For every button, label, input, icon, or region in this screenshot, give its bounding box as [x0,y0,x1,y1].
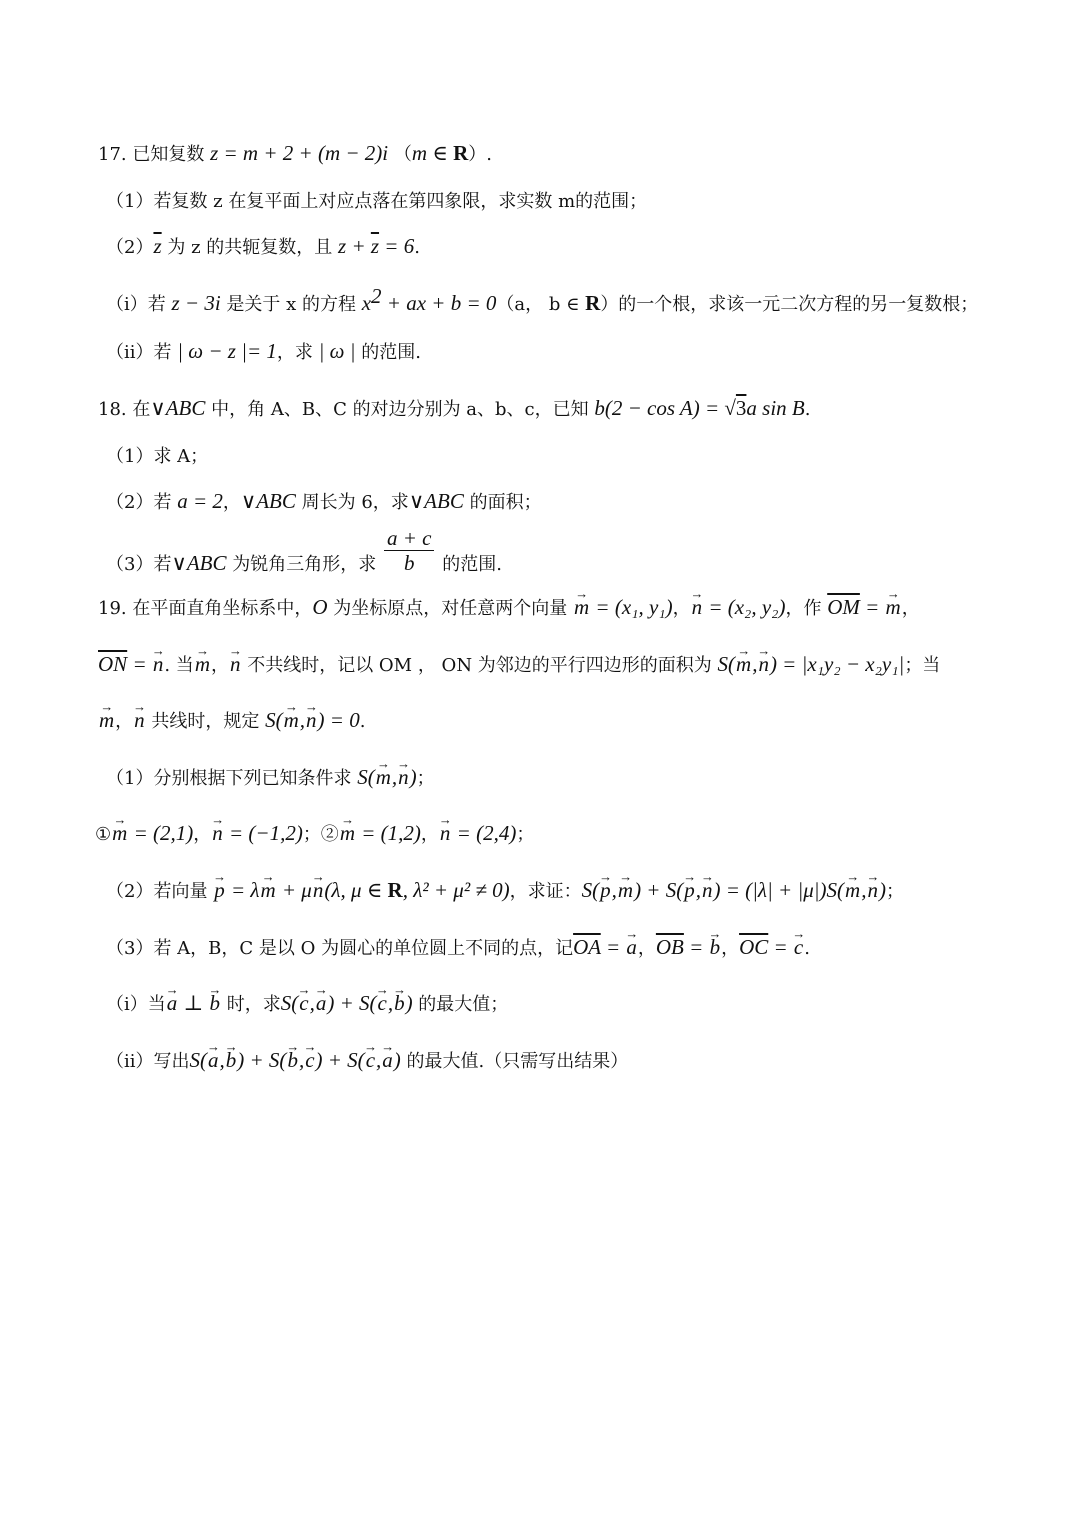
problem-18-q1: （1）求 A； [106,446,209,467]
problem-19-q1: （1）分别根据下列已知条件求 S(→ m,→ n)； [106,767,435,788]
problem-19-q3: （3）若 A，B，C 是以 O 为圆心的单位圆上不同的点，记$\overline{OA}$ = → a，$\overline{OB}$ = → b，$\overline{OC}$ = → c. [106,937,810,958]
problem-18-q2: （2）若 a = 2，∨ABC 周长为 6，求∨ABC 的面积； [106,489,542,513]
problem-17-qii: （ii）若 | ω − z |= 1，求 | ω | 的范围. [106,339,421,363]
problem-19-line-2: $\overline{ON}$ = → n. 当→ m，→ n 不共线时，记以 OM ， ON 为邻边的平行四边形的面积为 S(→ m,→ n) = |x₁y₂ − x₂y₁|；当 [98,654,940,675]
problem-19-qii: （ii）写出S(→ a,→ b) + S(→ b,→ c) + S(→ c,→ a) 的最大值.（只需写出结果） [106,1050,628,1071]
problem-17-stem: 17. 已知复数 z = m + 2 + (m − 2)i （m ∈ R）. [98,141,492,165]
problem-19-q1-conditions: ①→ m = (2,1)，→ n = (−1,2)；②→ m = (1,2)，→ n = (2,4)； [95,823,534,844]
problem-17-q2: $(2)\overline{z}$ 为 z 的共轭复数，且 $z + \overline{z} = 6$. [106,234,420,258]
problem-17-q1: （1）若复数 z 在复平面上对应点落在第四象限，求实数 m的范围； [106,191,648,212]
problem-19-q2: （2）若向量 → p = λ→ m + μ→ n(λ, μ ∈ R, λ² + μ² ≠ 0)，求证：S(→ p,→ m) + S(→ p,→ n) = (|λ| + |μ|)S(→ m,→ n)； [106,880,904,901]
problem-18-q3: （3）若∨ABC 为锐角三角形，求 $\frac{a + c}{b}$ 的范围. [106,526,502,576]
problem-17-qi: （i）若 z − 3i 是关于 x 的方程 $x^2$ + ax + b = 0（a， b ∈ R）的一个根，求该一元二次方程的另一复数根； [106,284,979,315]
problem-19-qi: （i）当→ a ⊥ → b 时，求S(→ c,→ a) + S(→ c,→ b) 的最大值； [106,993,508,1014]
fraction-a-plus-c-over-b: $\frac{a + c}{b}$ [384,526,435,575]
problem-19-line-3: → m，→ n 共线时，规定 S(→ m,→ n) = 0. [98,710,365,731]
problem-18-stem: 18. 在∨ABC 中，角 A、B、C 的对边分别为 a、b、c，已知 b(2 − cos A) = √3a sin B. [98,396,811,420]
problem-19-line-1: 19. 在平面直角坐标系中，O 为坐标原点，对任意两个向量 → m = (x₁, y₁)，→ n = (x₂, y₂)，作 $\overline{OM}$ = → m， [98,597,920,618]
